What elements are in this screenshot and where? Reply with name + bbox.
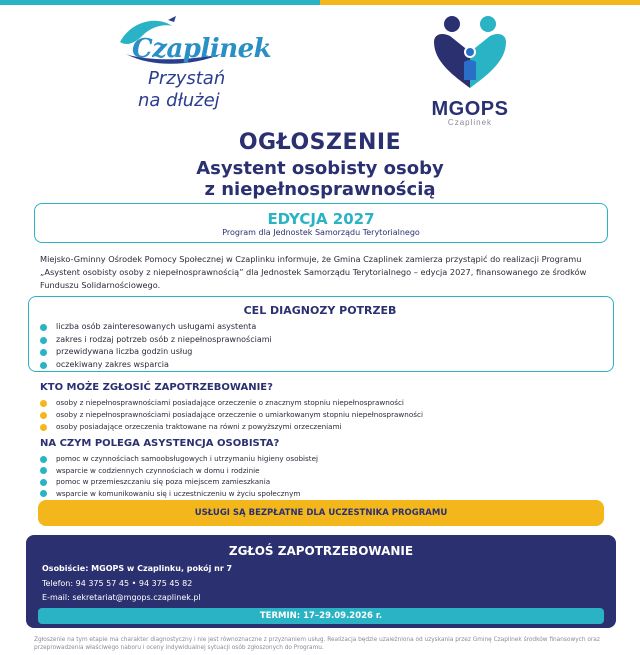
list-item: oczekiwany zakres wsparcia xyxy=(40,359,272,372)
edition-title: EDYCJA 2027 xyxy=(267,210,375,228)
program-title-line-2: z niepełnosprawnością xyxy=(204,179,436,200)
program-title-line-1: Asystent osobisty osoby xyxy=(196,158,444,179)
deadline-banner: TERMIN: 17–29.09.2026 r. xyxy=(38,608,604,624)
bullet-dot-icon xyxy=(40,337,47,344)
announcement-title: OGŁOSZENIE xyxy=(238,130,402,155)
contact-title: ZGŁOŚ ZAPOTRZEBOWANIE xyxy=(228,544,414,558)
bullet-dot-icon xyxy=(40,456,47,463)
list-item: przewidywana liczba godzin usług xyxy=(40,346,272,359)
list-item: osoby z niepełnosprawnościami posiadające orzeczenie o znacznym stopniu niepełnosprawności xyxy=(40,397,423,409)
bullet-dot-icon xyxy=(40,412,47,419)
bullet-dot-icon xyxy=(40,362,47,369)
contact-box xyxy=(26,535,616,628)
bullet-dot-icon xyxy=(40,479,47,486)
bullet-dot-icon xyxy=(40,490,47,497)
who-title: KTO MOŻE ZGŁOSIĆ ZAPOTRZEBOWANIE? xyxy=(40,382,273,393)
list-item: liczba osób zainteresowanych usługami asystenta xyxy=(40,321,272,334)
free-services-banner: USŁUGI SĄ BEZPŁATNE DLA UCZESTNIKA PROGRAMU xyxy=(38,500,604,526)
bullet-dot-icon xyxy=(40,324,47,331)
logo-tagline-2: na dłużej xyxy=(138,90,220,111)
diagnosis-list xyxy=(40,321,272,371)
diagnosis-title: CEL DIAGNOZY POTRZEB xyxy=(243,304,397,317)
contact-email[interactable]: E-mail: sekretariat@mgops.czaplinek.pl xyxy=(42,593,201,602)
top-color-bar xyxy=(0,0,640,5)
what-title: NA CZYM POLEGA ASYSTENCJA OSOBISTA? xyxy=(40,438,280,449)
list-item: wsparcie w codziennych czynnościach w domu i rodzinie xyxy=(40,465,318,477)
contact-place: Osobiście: MGOPS w Czaplinku, pokój nr 7 xyxy=(42,564,233,573)
family-heart-icon xyxy=(428,12,512,96)
logo-brand: Czaplinek xyxy=(132,34,272,64)
bullet-dot-icon xyxy=(40,424,47,431)
bullet-dot-icon xyxy=(40,467,47,474)
footnote: Zgłoszenie na tym etapie ma charakter diagnostyczny i nie jest równoznaczne z przyznaniem usług. Realizacja będzie uzależniona od uzyskania przez Gminę Czaplinek środków finansowych oraz przeprowadzenia właściwego naboru i oceny indywidualnej sytuacji osób zgłoszonych do Programu. xyxy=(34,637,600,651)
list-item: wsparcie w komunikowaniu się i uczestniczeniu w życiu społecznym xyxy=(40,488,318,500)
logo-tagline-1: Przystań xyxy=(148,68,226,89)
logo-mgops-sub: Czaplinek xyxy=(447,118,493,127)
what-list xyxy=(40,453,318,499)
list-item: osoby z niepełnosprawnościami posiadające orzeczenie o umiarkowanym stopniu niepełnosprawności xyxy=(40,409,423,421)
bullet-dot-icon xyxy=(40,349,47,356)
bullet-dot-icon xyxy=(40,400,47,407)
edition-box xyxy=(34,203,608,243)
list-item: osoby posiadające orzeczenia traktowane na równi z powyższymi orzeczeniami xyxy=(40,421,423,433)
mgops-logo xyxy=(420,12,520,127)
logo-mgops-name: MGOPS xyxy=(431,98,509,120)
contact-phone: Telefon: 94 375 57 45 • 94 375 45 82 xyxy=(42,579,193,588)
czaplinek-logo xyxy=(112,14,272,124)
list-item: zakres i rodzaj potrzeb osób z niepełnosprawnościami xyxy=(40,334,272,347)
intro-paragraph: Miejsko-Gminny Ośrodek Pomocy Społecznej w Czaplinku informuje, że Gmina Czaplinek zamierza przystąpić do realizacji Programu „Asystent osobisty osoby z niepełnosprawnością” dla Jednostek Samorządu Terytorialnego – edycja 2027, finansowanego ze środków Funduszu Solidarnościowego. xyxy=(40,254,587,290)
edition-subtitle: Program dla Jednostek Samorządu Terytorialnego xyxy=(222,228,420,237)
who-list xyxy=(40,397,423,433)
list-item: pomoc w czynnościach samoobsługowych i utrzymaniu higieny osobistej xyxy=(40,453,318,465)
list-item: pomoc w przemieszczaniu się poza miejscem zamieszkania xyxy=(40,476,318,488)
